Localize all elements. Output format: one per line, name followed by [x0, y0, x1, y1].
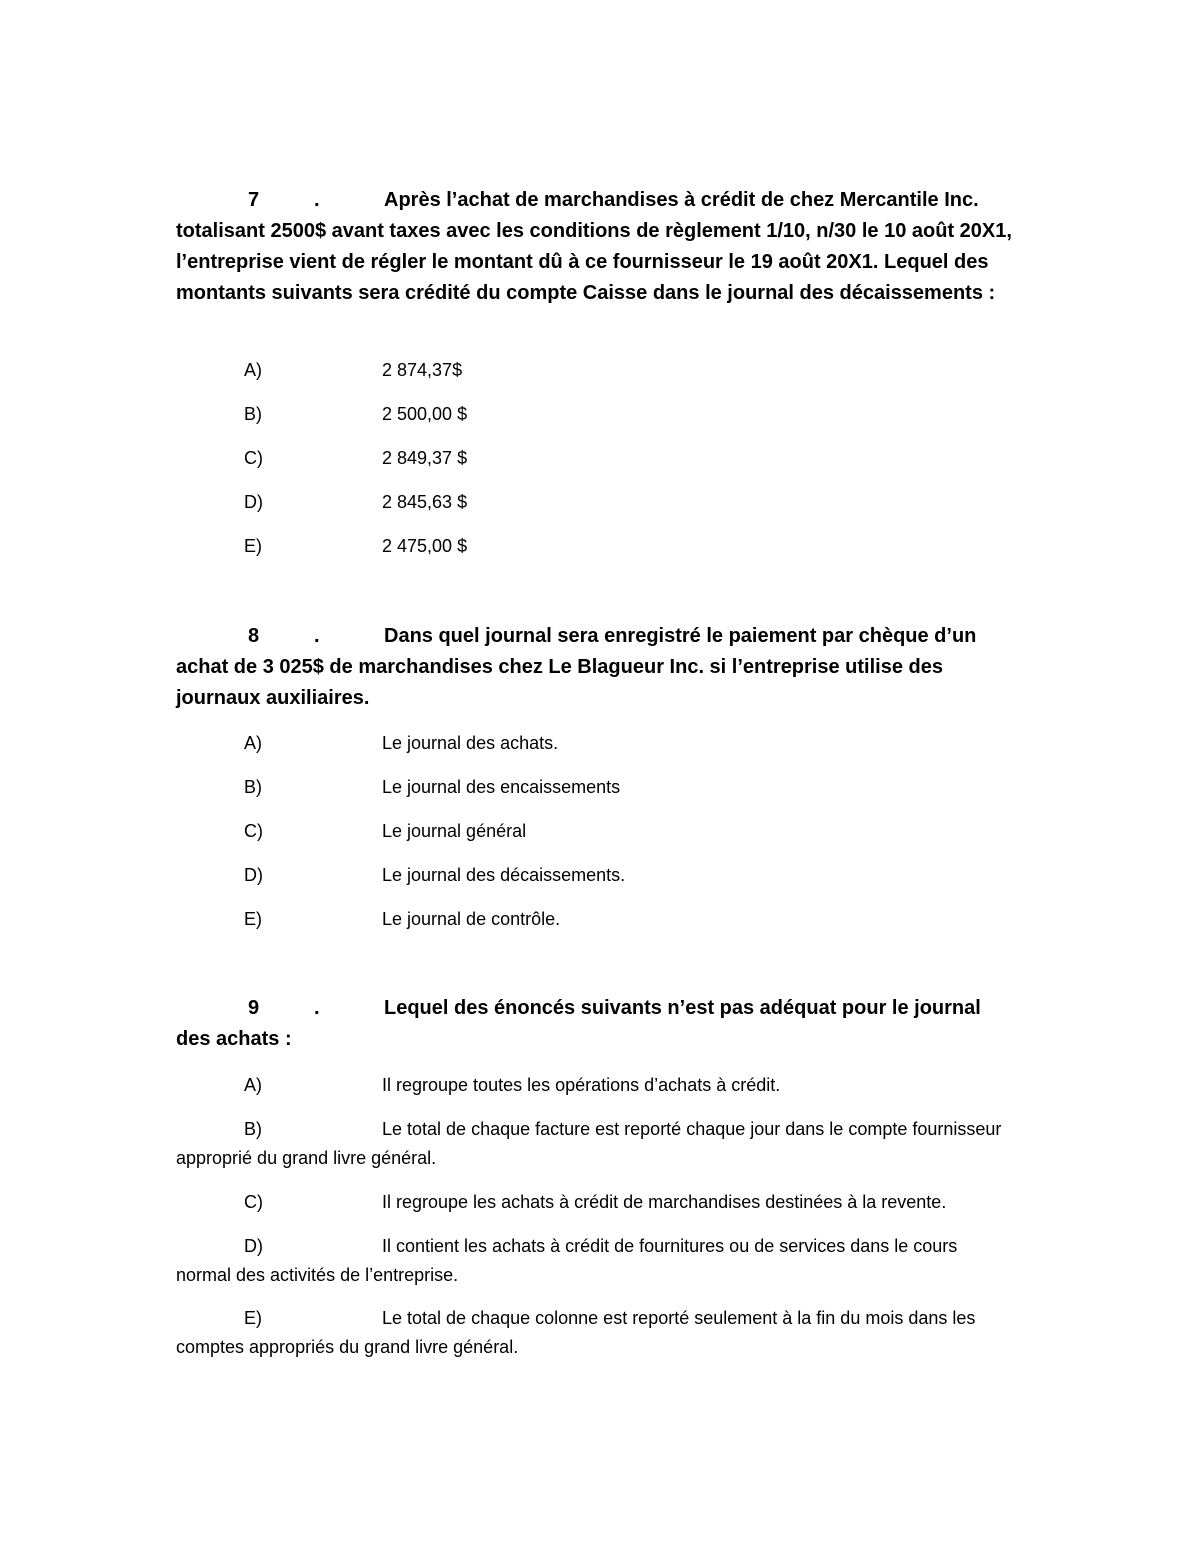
option-label: E): [244, 536, 262, 556]
option-text: Il regroupe toutes les opérations d’achats à crédit.: [382, 1075, 781, 1095]
option-label: E): [244, 1308, 262, 1328]
option-text: 2 874,37$: [382, 360, 463, 380]
option-label: B): [244, 777, 262, 797]
option-d: [176, 1232, 1016, 1290]
option-label: C): [244, 448, 263, 468]
option-e: [176, 1304, 1016, 1362]
option-label: D): [244, 865, 263, 885]
option-text: Le journal général: [382, 821, 527, 841]
option-label: C): [244, 821, 263, 841]
option-text: Le journal des achats.: [382, 733, 559, 753]
option-e: [176, 905, 1016, 934]
question-text: Après l’achat de marchandises à crédit de chez Mercantile Inc. totalisant 2500$ avant taxes avec les conditions de règlement 1/10, n/30 le 10 août 20X1, l’entreprise vient de régler le montant dû à ce fournisseur le 19 août 20X1. Lequel des montants suivants sera crédité du compte Caisse dans le journal des décaissements :: [176, 189, 1012, 304]
option-b: [176, 1115, 1016, 1173]
option-b: [176, 773, 1016, 802]
question-dot: .: [314, 189, 320, 211]
question-number: 8: [248, 625, 260, 647]
question-stem: [176, 993, 1016, 1055]
question-text: Dans quel journal sera enregistré le paiement par chèque d’un achat de 3 025$ de marchandises chez Le Blagueur Inc. si l’entreprise utilise des journaux auxiliaires.: [176, 625, 977, 709]
question-stem: [176, 185, 1016, 309]
question-text: Lequel des énoncés suivants n’est pas adéquat pour le journal des achats :: [176, 997, 981, 1050]
option-label: A): [244, 1075, 262, 1095]
option-text: Le journal des décaissements.: [382, 865, 626, 885]
option-label: E): [244, 909, 262, 929]
option-text: Le journal des encaissements: [382, 777, 621, 797]
option-text: Le total de chaque facture est reporté chaque jour dans le compte fournisseur approprié du grand livre général.: [176, 1119, 1002, 1168]
question-dot: .: [314, 625, 320, 647]
option-text: 2 475,00 $: [382, 536, 468, 556]
option-text: Il contient les achats à crédit de fournitures ou de services dans le cours normal des activités de l’entreprise.: [176, 1236, 958, 1285]
option-c: [176, 817, 1016, 846]
question-number: 9: [248, 997, 260, 1019]
option-text: 2 849,37 $: [382, 448, 468, 468]
option-text: Le total de chaque colonne est reporté seulement à la fin du mois dans les comptes appropriés du grand livre général.: [176, 1308, 976, 1357]
option-c: [176, 1188, 1016, 1217]
option-d: [176, 488, 1016, 517]
option-a: [176, 729, 1016, 758]
option-label: C): [244, 1192, 263, 1212]
question-stem: [176, 621, 1016, 714]
option-e: [176, 532, 1016, 561]
option-label: B): [244, 404, 262, 424]
option-text: Le journal de contrôle.: [382, 909, 561, 929]
option-label: B): [244, 1119, 262, 1139]
option-c: [176, 444, 1016, 473]
question-number: 7: [248, 189, 260, 211]
question-dot: .: [314, 997, 320, 1019]
option-a: [176, 1071, 1016, 1100]
option-label: A): [244, 360, 262, 380]
option-d: [176, 861, 1016, 890]
option-label: D): [244, 492, 263, 512]
option-b: [176, 400, 1016, 429]
option-text: 2 500,00 $: [382, 404, 468, 424]
option-text: Il regroupe les achats à crédit de marchandises destinées à la revente.: [382, 1192, 947, 1212]
option-label: A): [244, 733, 262, 753]
option-text: 2 845,63 $: [382, 492, 468, 512]
option-label: D): [244, 1236, 263, 1256]
option-a: [176, 356, 1016, 385]
